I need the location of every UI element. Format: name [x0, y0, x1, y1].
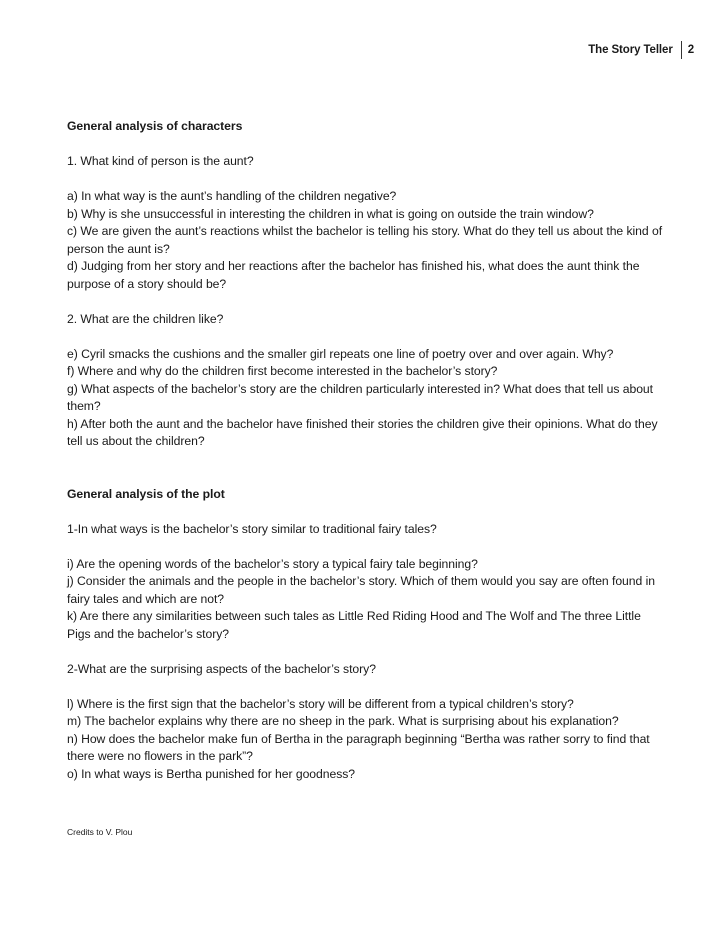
sub-question-f: f) Where and why do the children first become interested in the bachelor’s story? [67, 364, 498, 378]
sub-question-b: b) Why is she unsuccessful in interesting the children in what is going on outside the train window? [67, 206, 594, 221]
sub-question-g: g) What aspects of the bachelor’s story are the children particularly interested in? What does that tell us about them? [67, 381, 653, 413]
page-number: 2 [687, 44, 694, 56]
document-title: The Story Teller [588, 44, 673, 56]
section-title-plot: General analysis of the plot [67, 486, 225, 501]
sub-question-h: h) After both the aunt and the bachelor have finished their stories the children give their opinions. What do they tell us about the children? [67, 416, 658, 448]
sub-question-k: k) Are there any similarities between such tales as Little Red Riding Hood and The Wolf and The three Little Pigs and the bachelor’s story? [67, 609, 641, 641]
sub-question-a: a) In what way is the aunt’s handling of the children negative? [67, 189, 397, 203]
sub-question-i: i) Are the opening words of the bachelor’s story a typical fairy tale beginning? [67, 556, 478, 571]
sub-question-o: o) In what ways is Bertha punished for her goodness? [67, 766, 356, 781]
page-header [588, 41, 694, 59]
question-fairy-tales: 1-In what ways is the bachelor’s story similar to traditional fairy tales? [67, 521, 437, 536]
question-aunt: 1. What kind of person is the aunt? [67, 154, 254, 168]
question-surprising: 2-What are the surprising aspects of the bachelor’s story? [67, 661, 376, 676]
header-divider [681, 41, 682, 59]
sub-question-n: n) How does the bachelor make fun of Bertha in the paragraph beginning “Bertha was rather sorry to find that there were no flowers in the park”? [67, 731, 650, 763]
sub-question-d: d) Judging from her story and her reactions after the bachelor has finished his, what does the aunt think the purpose of a story should be? [67, 259, 640, 291]
section-title-characters: General analysis of characters [67, 119, 243, 133]
sub-question-e: e) Cyril smacks the cushions and the smaller girl repeats one line of poetry over and over again. Why? [67, 346, 614, 361]
sub-question-j: j) Consider the animals and the people in the bachelor’s story. Which of them would you say are often found in fairy tales and which are not? [67, 574, 655, 606]
sub-question-m: m) The bachelor explains why there are no sheep in the park. What is surprising about his explanation? [67, 714, 619, 728]
footer-credits: Credits to V. Plou [67, 827, 133, 837]
document-body [67, 118, 667, 783]
question-children: 2. What are the children like? [67, 311, 224, 326]
sub-question-l: l) Where is the first sign that the bachelor’s story will be different from a typical children’s story? [67, 696, 574, 711]
sub-question-c: c) We are given the aunt’s reactions whilst the bachelor is telling his story. What do they tell us about the kind of person the aunt is? [67, 224, 663, 256]
